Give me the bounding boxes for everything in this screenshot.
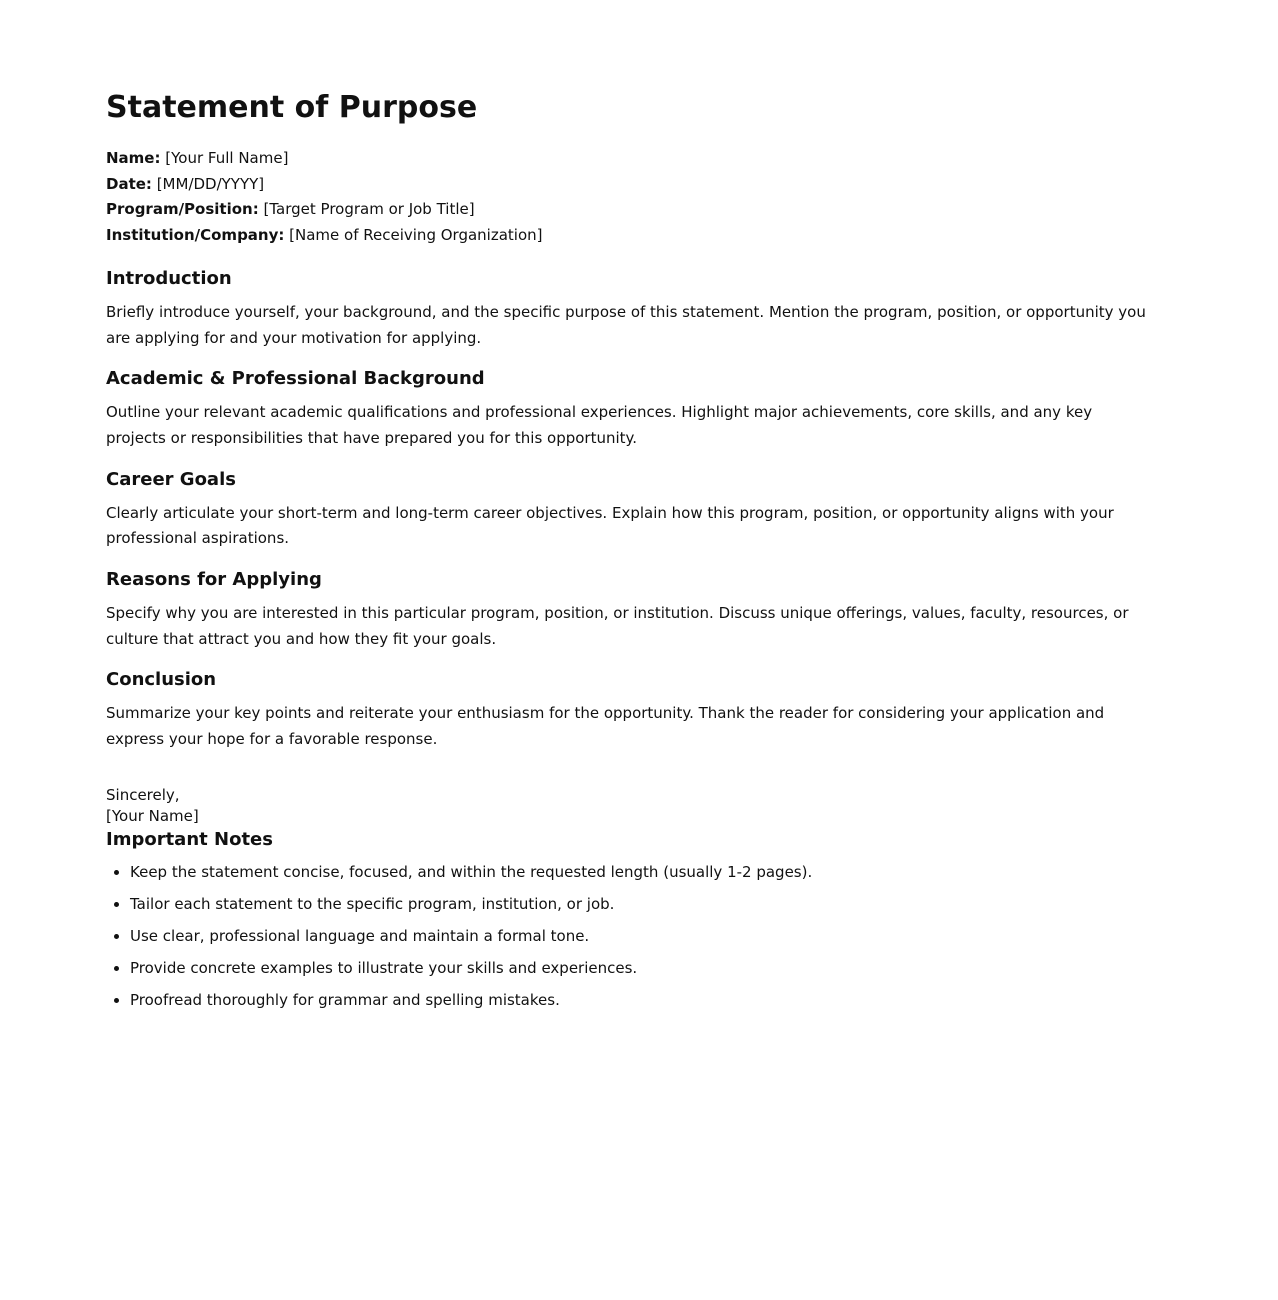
list-item: • Use clear, professional language and maintain a formal tone. (130, 925, 1146, 947)
date-label: Date: (106, 174, 152, 193)
section-body: Summarize your key points and reiterate your enthusiasm for the opportunity. Thank the reader for considering your application and express your hope for a favorable response. (106, 704, 1105, 749)
list-item: • Proofread thoroughly for grammar and spelling mistakes. (130, 989, 1146, 1011)
name-label: Name: (106, 149, 161, 167)
section-background (106, 365, 1146, 451)
notes-title: Important Notes (106, 828, 273, 850)
section-heading: Career Goals (106, 468, 236, 490)
date-value: [MM/DD/YYYY] (156, 174, 265, 193)
document-content (106, 88, 1146, 1011)
date-row (106, 172, 1146, 198)
section-body: Clearly articulate your short-term and long-term career objectives. Explain how this program, position, or opportunity aligns with your professional aspirations. (106, 503, 1114, 548)
section-career-goals (106, 466, 1146, 552)
institution-row (106, 223, 1146, 249)
closing-salutation: Sincerely, (106, 785, 180, 804)
list-item: • Tailor each statement to the specific program, institution, or job. (130, 893, 1146, 915)
section-introduction (106, 265, 1146, 351)
closing-signature: [Your Name] (106, 806, 199, 825)
section-heading: Reasons for Applying (106, 569, 322, 591)
section-body: Outline your relevant academic qualifications and professional experiences. Highlight major achievements, core skills, and any key projects or responsibilities that have prepared you for this opportunity. (106, 403, 1093, 447)
institution-label: Institution/Company: (106, 226, 285, 245)
list-item: • Provide concrete examples to illustrate your skills and experiences. (130, 957, 1146, 979)
section-heading: Conclusion (106, 669, 217, 691)
closing-block (106, 785, 1146, 827)
program-row (106, 197, 1146, 223)
document-title: Statement of Purpose (106, 90, 478, 125)
program-label: Program/Position: (106, 200, 259, 219)
name-row (106, 146, 1146, 172)
list-item: • Keep the statement concise, focused, and within the requested length (usually 1-2 pages). (130, 861, 1146, 883)
section-body: Specify why you are interested in this particular program, position, or institution. Discuss unique offerings, values, faculty, resources, or culture that attract you and how they fit your goals. (106, 604, 1129, 648)
applicant-info (106, 146, 1146, 249)
section-heading: Academic & Professional Background (106, 368, 485, 390)
section-conclusion (106, 666, 1146, 752)
notes-section (106, 827, 1146, 1011)
section-body: Briefly introduce yourself, your background, and the specific purpose of this statement. Mention the program, position, or opportunity you are applying for and your motivation for applying. (106, 302, 1146, 347)
program-value: [Target Program or Job Title] (263, 200, 475, 219)
name-value: [Your Full Name] (165, 149, 289, 167)
section-heading: Introduction (106, 267, 232, 289)
notes-list (106, 861, 1146, 1011)
institution-value: [Name of Receiving Organization] (289, 226, 543, 245)
section-reasons (106, 566, 1146, 652)
